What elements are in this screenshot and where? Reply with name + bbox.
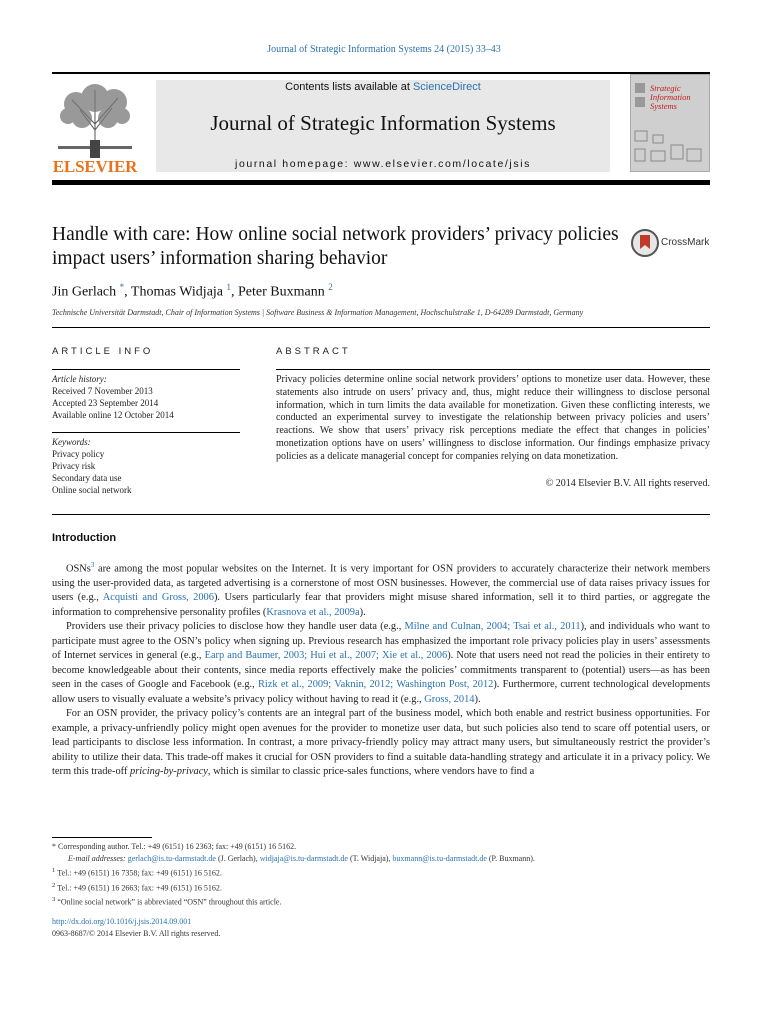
keyword: Privacy policy (52, 449, 105, 459)
keywords (52, 436, 240, 496)
citation-link[interactable]: Acquisti and Gross, 2006 (102, 592, 214, 604)
text: Corresponding author. Tel.: +49 (6151) 16 2363; fax: +49 (6151) 16 5162. (58, 842, 297, 851)
history-online: Available online 12 October 2014 (52, 410, 174, 420)
footnote-emails (52, 853, 710, 865)
keyword: Privacy risk (52, 461, 96, 471)
article-info-heading: ARTICLE INFO (52, 346, 154, 357)
text: Tel.: +49 (6151) 16 2663; fax: +49 (6151) 16 5162. (57, 883, 222, 893)
text: ). Note that users need not read the policies in their entirety to become knowledgeable about their contents, since media reports effectively make the policies’ commitments transparent to (potential) users—as has been seen in the cases of Google and Facebook (e.g., (52, 650, 711, 691)
author-name[interactable]: Thomas Widjaja (130, 284, 224, 300)
text: Providers use their privacy policies to disclose how they handle user data (e.g., (66, 621, 405, 633)
text: are among the most popular websites on the Internet. It is very important for OSN providers to accurately characterize their network members using the user-provided data, as targeted advertising is a cornerstone of most OSN businesses. However, the commercial use of data raises privacy issues for users (e.g., (52, 563, 710, 604)
footnote-mark: * (52, 842, 56, 851)
paper-title: Handle with care: How online social network providers’ privacy policies impact users’ information sharing behavior (52, 224, 619, 269)
elsevier-tree-logo (52, 80, 138, 160)
text: ). Furthermore, current technological developments allow users to visually evaluate a website’s privacy policy without having to read it (e.g., (52, 679, 710, 705)
history-label: Article history: (52, 374, 107, 384)
email-link[interactable]: buxmann@is.tu-darmstadt.de (392, 854, 487, 863)
text: (P. Buxmann). (486, 854, 535, 863)
footnote-mark: 3 (52, 896, 56, 904)
sciencedirect-link[interactable]: ScienceDirect (412, 81, 481, 93)
journal-reference-link[interactable]: Journal of Strategic Information Systems 24 (2015) 33–43 (267, 44, 501, 55)
abstract-rule (276, 369, 710, 370)
citation-link[interactable]: Earp and Baumer, 2003; Hui et al., 2007; Xie et al., 2006 (204, 650, 448, 662)
author-name[interactable]: Jin Gerlach (52, 284, 117, 300)
footnote-1 (52, 865, 710, 880)
emphasis: pricing-by-privacy (130, 766, 208, 778)
author-list: Jin Gerlach *, Thomas Widjaja $^1$, Peter Buxmann $^2$ (52, 282, 333, 300)
masthead-top-rule (52, 72, 710, 74)
doi-link[interactable]: http://dx.doi.org/10.1016/j.jsis.2014.09.001 (52, 917, 192, 926)
cover-journal-title: Strategic Information Systems (650, 83, 691, 111)
keywords-label: Keywords: (52, 437, 91, 447)
citation-link[interactable]: Milne and Culnan, 2004; Tsai et al., 2011 (404, 621, 581, 633)
abstract-text: Privacy policies determine online social network providers’ options to monetize user data. However, these statements also intrude on users’ privacy and, thus, might reduce their willingness to disclose personal information, which in turn limits the data available for monetization. Given these conflicting interests, we conducted an experimental survey to investigate the relationship between privacy policies and users’ reactions. We show that users’ privacy risk perceptions mediate the effect that changes in policies’ monetization options have on users’ willingness to disclose information. Our findings emphasize privacy policies as a delicate managerial concept for companies relying on data monetization. (276, 374, 710, 462)
article-history (52, 373, 240, 421)
journal-homepage[interactable]: journal homepage: www.elsevier.com/locate/jsis (235, 158, 531, 170)
text: ), and individuals who want to participate must agree to the OSN’s policy when signing up. Previous research has emphasized the important role privacy policies play in users’ assessments of Internet services in general (e.g., (52, 621, 711, 662)
keyword: Secondary data use (52, 473, 122, 483)
journal-title: Journal of Strategic Information Systems (210, 111, 556, 135)
footnotes (52, 841, 710, 909)
text: , which is similar to classic price-sales functions, where vendors have to find a (207, 766, 535, 778)
footnote-mark: 2 (52, 881, 56, 889)
author-name[interactable]: Peter Buxmann (238, 284, 325, 300)
contents-prefix: Contents lists available at (285, 81, 410, 93)
footnote-2 (52, 880, 710, 895)
masthead-bottom-rule (52, 180, 710, 185)
text: (J. Gerlach), (215, 854, 260, 863)
citation-link[interactable]: Krasnova et al., 2009a (266, 606, 360, 618)
introduction-body (52, 558, 710, 780)
email-link[interactable]: gerlach@is.tu-darmstadt.de (127, 854, 216, 863)
text: ). (474, 693, 481, 705)
keywords-rule (52, 432, 240, 433)
text: Tel.: +49 (6151) 16 7358; fax: +49 (6151) 16 5162. (57, 868, 222, 878)
history-received: Received 7 November 2013 (52, 386, 153, 396)
paragraph (52, 558, 710, 620)
text: ). Users particularly fear that providers might misuse shared information, sell it to third parties, or aggregate the information to comprehensive personality profiles ( (52, 592, 710, 618)
abstract-bottom-rule (52, 514, 710, 515)
issn-line: 0963-8687/© 2014 Elsevier B.V. All rights reserved. (52, 929, 221, 938)
article-info-rule (52, 369, 240, 370)
footnote-corresponding (52, 841, 710, 853)
paragraph (52, 707, 710, 780)
elsevier-wordmark: ELSEVIER (52, 157, 138, 176)
abstract-heading: ABSTRACT (276, 346, 351, 357)
introduction-heading: Introduction (52, 532, 117, 544)
email-link[interactable]: widjaja@is.tu-darmstadt.de (259, 854, 348, 863)
footnote-3 (52, 894, 710, 909)
author-mark[interactable]: 2 (328, 282, 333, 292)
crossmark-label[interactable]: CrossMark (661, 237, 710, 248)
affiliation: Technische Universität Darmstadt, Chair of Information Systems | Software Business & Information Management, Hochschulstraße 1, D-64289 Darmstadt, Germany (52, 308, 584, 317)
author-mark[interactable]: 1 (226, 282, 232, 292)
footnote-mark: 1 (52, 867, 56, 874)
text: (T. Widjaja), (347, 854, 393, 863)
text: “Online social network” is abbreviated “OSN” throughout this article. (57, 897, 282, 907)
footnotes-rule (52, 837, 152, 838)
citation-link[interactable]: Gross, 2014 (424, 693, 475, 705)
text: ). (359, 606, 366, 618)
history-accepted: Accepted 23 September 2014 (52, 398, 159, 408)
author-mark[interactable]: * (119, 282, 125, 292)
email-label: E-mail addresses: (68, 854, 126, 863)
text: For an OSN provider, the privacy policy’s contents are an integral part of the business model, which both enable and restrict business opportunities. For example, a privacy-unfriendly policy might open avenues for the provider to monetize user data, but such policies also tend to scare off potential users, or lead participants to disclose less information. In contrast, a more privacy-friendly policy may attract many users, but simultaneously restrict the provider’s ability to utilize their data. This trade-off makes it crucial for OSN providers to find a suitable data-handling strategy and articulate it in a privacy policy. We term this trade-off (52, 708, 710, 778)
text: OSNs (66, 563, 91, 575)
contents-line (156, 81, 610, 93)
citation-link[interactable]: Rizk et al., 2009; Vaknin, 2012; Washington Post, 2012 (257, 679, 494, 691)
footnote-ref[interactable]: 3 (90, 561, 95, 569)
paragraph (52, 620, 710, 707)
abstract-copyright: © 2014 Elsevier B.V. All rights reserved. (545, 478, 710, 489)
header-divider (52, 327, 710, 328)
keyword: Online social network (52, 485, 132, 495)
